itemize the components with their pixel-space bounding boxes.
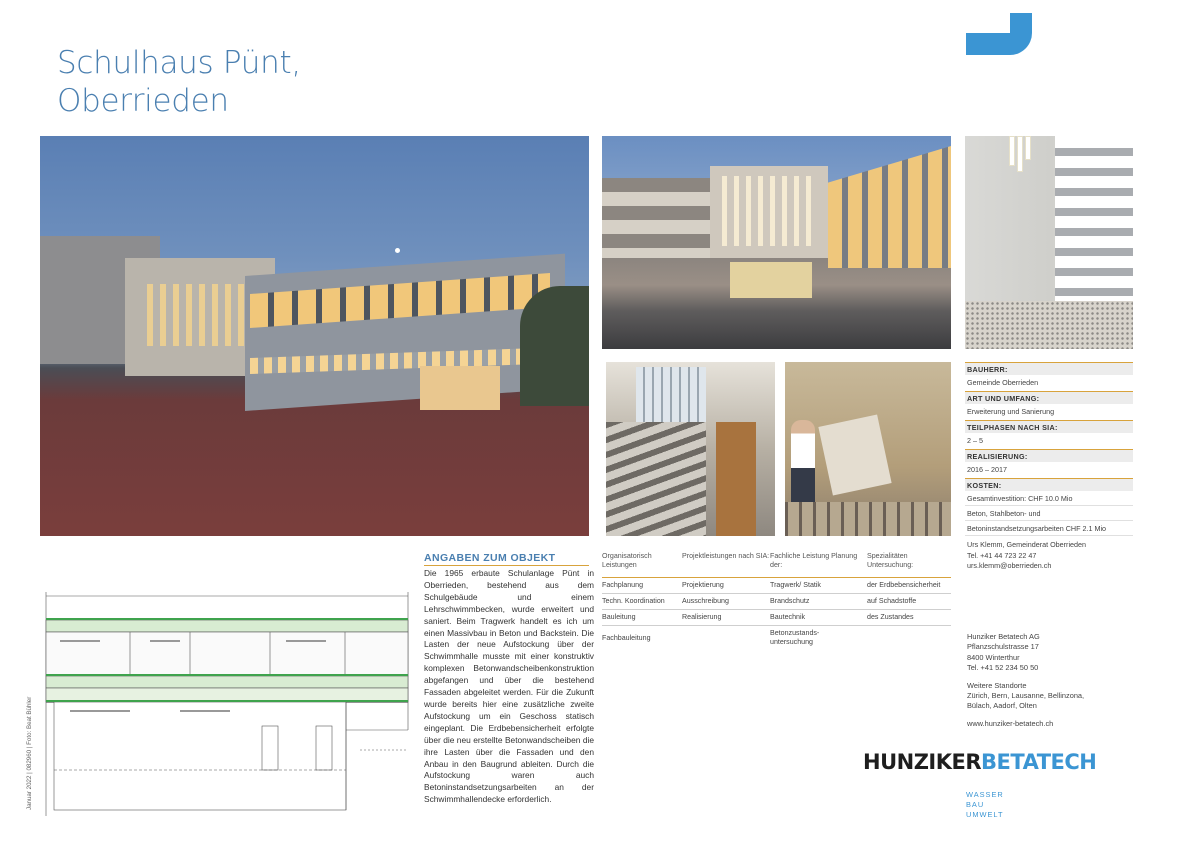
table-row xyxy=(602,626,951,650)
header-cell: Organisatorisch Leistungen xyxy=(602,552,652,569)
title-line-2: Oberrieden xyxy=(57,83,229,119)
logo-mark-icon xyxy=(966,13,1032,55)
section-divider xyxy=(424,565,589,566)
realisierung-label: REALISIERUNG: xyxy=(965,449,1133,462)
table-cell: Fachbauleitung xyxy=(602,633,651,642)
contact-email[interactable]: urs.klemm@oberrieden.ch xyxy=(967,561,1052,570)
section-heading: ANGABEN ZUM OBJEKT xyxy=(424,552,556,564)
table-cell: Realisierung xyxy=(682,613,722,621)
table-cell: Ausschreibung xyxy=(682,597,729,605)
table-row xyxy=(602,610,951,626)
photo-corridor-interior xyxy=(965,136,1133,349)
project-info xyxy=(965,362,1133,572)
table-cell: Projektierung xyxy=(682,581,724,589)
tagline-line: WASSER xyxy=(966,790,1004,799)
phasen-value: 2 – 5 xyxy=(967,436,983,445)
company-street: Pflanzschulstrasse 17 xyxy=(967,642,1039,652)
table-cell: Betonzustands-untersuchung xyxy=(770,629,820,646)
tagline-line: BAU xyxy=(966,800,985,809)
client-contact xyxy=(965,540,1133,572)
company-website-link[interactable]: www.hunziker-betatech.ch xyxy=(967,718,1054,728)
contact-name: Urs Klemm, Gemeinderat Oberrieden xyxy=(967,540,1087,549)
table-row xyxy=(602,578,951,594)
further-locations: Zürich, Bern, Lausanne, Bellinzona, xyxy=(967,691,1085,701)
further-locations: Bülach, Aadorf, Olten xyxy=(967,701,1037,711)
sia-services-table xyxy=(602,552,951,650)
company-city: 8400 Winterthur xyxy=(967,652,1020,662)
company-phone: Tel. +41 52 234 50 50 xyxy=(967,663,1039,673)
table-cell: Bautechnik xyxy=(770,613,806,621)
table-cell: des Zustandes xyxy=(867,613,914,621)
kosten-line: Betoninstandsetzungsarbeiten CHF 2.1 Mio xyxy=(965,521,1133,536)
table-cell: auf Schadstoffe xyxy=(867,597,917,605)
kosten-line: Gesamtinvestition: CHF 10.0 Mio xyxy=(965,491,1133,506)
kosten-line: Beton, Stahlbeton- und xyxy=(965,506,1133,521)
brand-part-1: HUNZIKER xyxy=(863,750,982,774)
kosten-list xyxy=(965,491,1133,536)
main-photo-school-exterior xyxy=(40,136,589,536)
title-line-1: Schulhaus Pünt, xyxy=(57,45,301,81)
photo-courtyard-entrance xyxy=(602,136,951,349)
header-cell: Spezialitäten Untersuchung: xyxy=(867,552,914,569)
brand-part-2: BETATECH xyxy=(981,750,1097,774)
bauherr-label: BAUHERR: xyxy=(965,362,1133,375)
tagline-line: UMWELT xyxy=(966,810,1004,819)
table-cell: Bauleitung xyxy=(602,613,636,621)
table-cell: Brandschutz xyxy=(770,597,810,605)
phasen-label: TEILPHASEN NACH SIA: xyxy=(965,420,1133,433)
cross-section-drawing xyxy=(40,590,414,816)
art-label: ART UND UMFANG: xyxy=(965,391,1133,404)
table-cell: der Erdbebensicherheit xyxy=(867,581,941,589)
further-locations-label: Weitere Standorte xyxy=(967,680,1027,690)
table-header xyxy=(602,552,951,578)
company-address xyxy=(967,632,1084,729)
side-credit-label: Januar 2022 | 082960 | Foto: Beat Bühler xyxy=(26,696,33,810)
photo-stairwell xyxy=(606,362,775,536)
bauherr-value: Gemeinde Oberrieden xyxy=(967,378,1039,387)
header-cell: Projektleistungen nach SIA: xyxy=(682,552,770,560)
table-row xyxy=(602,594,951,610)
header-cell: Fachliche Leistung Planung der: xyxy=(770,552,858,569)
art-value: Erweiterung und Sanierung xyxy=(967,407,1055,416)
page-title xyxy=(57,44,301,120)
table-cell: Fachplanung xyxy=(602,581,644,589)
brand-tagline xyxy=(966,790,1004,820)
contact-phone: Tel. +41 44 723 22 47 xyxy=(967,550,1037,560)
company-name: Hunziker Betatech AG xyxy=(967,632,1040,641)
brand-logo xyxy=(863,750,1096,774)
photo-construction-work xyxy=(785,362,951,536)
kosten-label: KOSTEN: xyxy=(965,478,1133,491)
table-cell: Tragwerk/ Statik xyxy=(770,581,821,589)
section-body: Die 1965 erbaute Schulanlage Pünt in Oberrieden, bestehend aus dem Schulgebäude und einem Lehrschwimmbecken, wurde erweitert und saniert. Beim Tragwerk handelt es ich um einen Massivbau in Beton und Backstein. Die Lasten der neue Aufstockung über der Schwimmhalle musste mit einer konstruktiv komplexen Betonwandscheibenkonstruktion abgefangen und über die bestehend Fassaden abgeleitet werden. Für die Zukunft wurde bereits hier eine zusätzliche zweite Aufstockung um ein Geschoss statisch eingeplant. Die Erdbebensicherheit erfolgte über die neu erstellte Betonwandscheiben die ihre Lasten über die Fassaden und den Anbau in den Baugrund ableiten. Durch die Aufstockung waren auch Betoninstandsetzungsarbeiten an der Schwimmhallendecke erforderlich. xyxy=(424,568,594,805)
table-cell: Techn. Koordination xyxy=(602,597,665,605)
realisierung-value: 2016 – 2017 xyxy=(967,465,1007,474)
